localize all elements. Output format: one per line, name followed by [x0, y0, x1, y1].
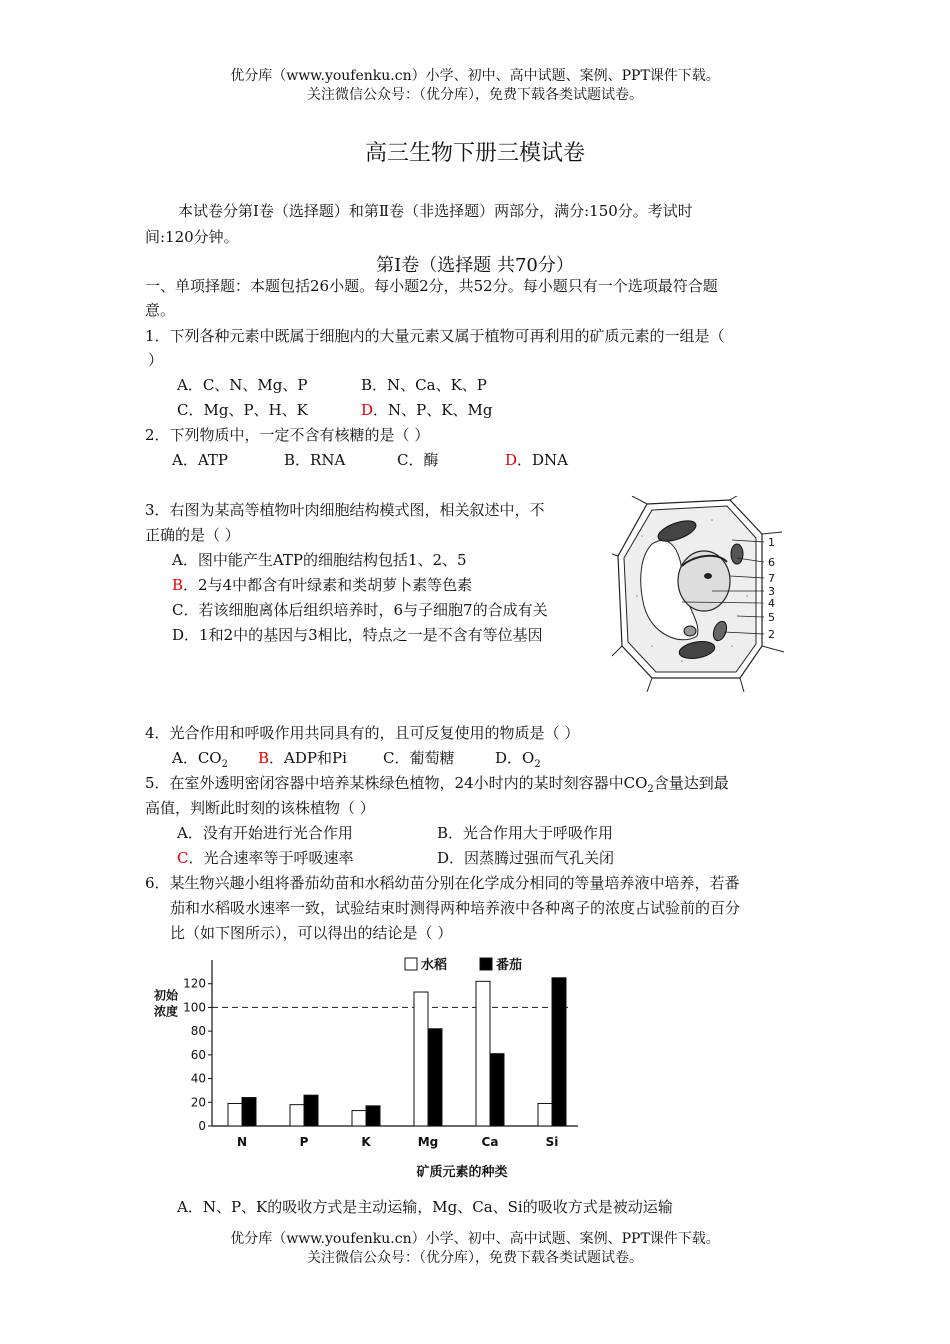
q2-stem: 2．下列物质中，一定不含有核糖的是（ ）	[145, 426, 430, 444]
q4-option-a-text: A．CO	[172, 749, 222, 767]
legend-swatch-番茄	[480, 958, 492, 970]
bar-P-番茄	[304, 1095, 318, 1126]
q4-option-a-sub: 2	[221, 759, 228, 770]
q2-option-a: A．ATP	[172, 451, 228, 469]
q1-option-a: A．C、N、Mg、P	[177, 376, 308, 394]
bar-Si-番茄	[552, 978, 566, 1126]
q5-stem-1	[145, 773, 729, 800]
header-line-2: 关注微信公众号：（优分库），免费下载各类试题试卷。	[307, 87, 643, 103]
q3-option-d: D．1和2中的基因与3相比，特点之一是不含有等位基因	[172, 626, 543, 644]
section-instruction-2: 意。	[145, 301, 176, 319]
q1-answer-letter: D	[361, 401, 374, 419]
x-tick-label-Ca: Ca	[481, 1135, 499, 1149]
q5-stem-1a: 5．在室外透明密闭容器中培养某株绿色植物，24小时内的某时刻容器中CO	[145, 774, 648, 792]
q2-option-b: B．RNA	[284, 451, 346, 469]
q4-option-c: C．葡萄糖	[383, 749, 455, 767]
q5-option-d: D．因蒸腾过强而气孔关闭	[437, 849, 615, 867]
q4-option-a	[172, 748, 228, 775]
q1-option-b: B．N、Ca、K、P	[361, 376, 487, 394]
legend-swatch-水稻	[405, 958, 417, 970]
cell-label-4: 4	[768, 597, 775, 610]
legend-label-水稻: 水稻	[421, 958, 448, 973]
bar-P-水稻	[290, 1105, 304, 1126]
q6-stem-3: 比（如下图所示），可以得出的结论是（ ）	[170, 924, 453, 942]
page-title: 高三生物下册三模试卷	[364, 141, 585, 166]
q4-answer-letter: B	[258, 749, 270, 767]
x-tick-label-N: N	[236, 1135, 248, 1149]
q2-answer-letter: D	[505, 451, 518, 469]
q2-option-d	[505, 450, 568, 470]
q2-option-c: C．酶	[397, 451, 439, 469]
section-instruction-1: 一、单项择题：本题包括26小题。每小题2分，共52分。每小题只有一个选项最符合题	[145, 277, 718, 295]
chart-axes	[208, 960, 578, 1126]
q4-option-b-text: ．ADP和Pi	[269, 749, 347, 767]
q1-option-d-text: ．N、P、K、Mg	[373, 401, 493, 419]
x-tick-label-K: K	[361, 1135, 371, 1149]
y-axis-label-line-1: 初始	[153, 988, 179, 1003]
y-tick-label: 100	[183, 1000, 206, 1015]
x-tick-label-P: P	[299, 1135, 309, 1149]
cell-label-5: 5	[768, 611, 775, 624]
q1-stem-2: ）	[148, 351, 164, 369]
header-line-1: 优分库（www.youfenku.cn）小学、初中、高中试题、案例、PPT课件下载。	[230, 68, 720, 84]
q4-stem: 4．光合作用和呼吸作用共同具有的，且可反复使用的物质是（ ）	[145, 724, 580, 742]
q3-stem-2: 正确的是（ ）	[145, 526, 240, 544]
q6-option-a: A．N、P、K的吸收方式是主动运输，Mg、Ca、Si的吸收方式是被动运输	[177, 1198, 673, 1216]
bar-Ca-番茄	[490, 1054, 504, 1126]
footer-line-1: 优分库（www.youfenku.cn）小学、初中、高中试题、案例、PPT课件下载。	[230, 1231, 720, 1247]
cell-label-3: 3	[768, 585, 775, 598]
x-tick-label-Mg: Mg	[417, 1135, 439, 1149]
section-heading: 第Ⅰ卷（选择题 共70分）	[376, 255, 574, 276]
plant-cell-diagram	[612, 496, 787, 692]
bar-N-番茄	[242, 1098, 256, 1126]
ion-concentration-chart	[140, 950, 590, 1182]
q2-option-d-text: ．DNA	[517, 451, 569, 469]
bar-K-番茄	[366, 1106, 380, 1126]
q3-answer-letter: B	[172, 576, 184, 594]
x-axis-label: 矿质元素的种类	[416, 1165, 508, 1180]
bar-Mg-水稻	[414, 992, 428, 1126]
q1-option-d	[361, 400, 492, 420]
q4-option-d-text: D．O	[495, 749, 535, 767]
q5-option-c	[177, 848, 354, 868]
q6-stem-1: 6．某生物兴趣小组将番茄幼苗和水稻幼苗分别在化学成分相同的等量培养液中培养，若番	[145, 874, 740, 892]
q5-option-b: B．光合作用大于呼吸作用	[437, 824, 614, 842]
y-tick-label: 80	[190, 1024, 206, 1039]
cell-label-1: 1	[768, 536, 775, 549]
y-tick-label: 40	[190, 1071, 206, 1086]
bar-K-水稻	[352, 1111, 366, 1126]
chart-bars	[228, 978, 566, 1126]
bar-Ca-水稻	[476, 981, 490, 1126]
q4-option-d	[495, 748, 541, 775]
q5-answer-letter: C	[177, 849, 189, 867]
footer-line-2: 关注微信公众号：（优分库），免费下载各类试题试卷。	[307, 1250, 643, 1266]
bar-N-水稻	[228, 1103, 242, 1126]
q3-stem-1: 3．右图为某高等植物叶肉细胞结构模式图，相关叙述中，不	[145, 501, 545, 519]
cell-label-6: 6	[768, 556, 775, 569]
intro-line-2: 间:120分钟。	[145, 228, 239, 246]
cell-label-2: 2	[768, 628, 775, 641]
y-tick-label: 60	[190, 1047, 206, 1062]
q5-option-a: A．没有开始进行光合作用	[177, 824, 353, 842]
y-tick-label: 0	[198, 1119, 206, 1133]
q5-stem-2: 高值，判断此时刻的该株植物（ ）	[145, 799, 375, 817]
q5-stem-1b: 含量达到最	[653, 774, 729, 792]
intro-line-1: 本试卷分第Ⅰ卷（选择题）和第Ⅱ卷（非选择题）两部分，满分:150分。考试时	[178, 202, 693, 220]
q3-option-b-text: ．2与4中都含有叶绿素和类胡萝卜素等色素	[183, 576, 473, 594]
cell-label-7: 7	[768, 572, 775, 585]
q3-option-b	[172, 575, 472, 595]
q1-option-c: C．Mg、P、H、K	[177, 401, 308, 419]
y-axis-label-line-2: 浓度	[153, 1004, 179, 1019]
q6-stem-2: 茄和水稻吸水速率一致，试验结束时测得两种培养液中各种离子的浓度占试验前的百分	[170, 899, 741, 917]
q5-option-c-text: ．光合速率等于呼吸速率	[188, 849, 354, 867]
bar-Mg-番茄	[428, 1029, 442, 1126]
y-tick-label: 20	[190, 1095, 206, 1110]
x-tick-label-Si: Si	[545, 1135, 559, 1149]
q4-option-b	[258, 748, 347, 768]
q3-option-c: C．若该细胞离体后组织培养时，6与子细胞7的合成有关	[172, 601, 548, 619]
q5-stem-sub: 2	[647, 784, 654, 795]
q1-stem-1: 1．下列各种元素中既属于细胞内的大量元素又属于植物可再利用的矿质元素的一组是（	[145, 327, 725, 345]
q3-option-a: A．图中能产生ATP的细胞结构包括1、2、5	[172, 551, 467, 569]
y-tick-label: 120	[183, 976, 206, 991]
bar-Si-水稻	[538, 1103, 552, 1126]
legend-label-番茄: 番茄	[496, 958, 523, 973]
q4-option-d-sub: 2	[534, 759, 541, 770]
